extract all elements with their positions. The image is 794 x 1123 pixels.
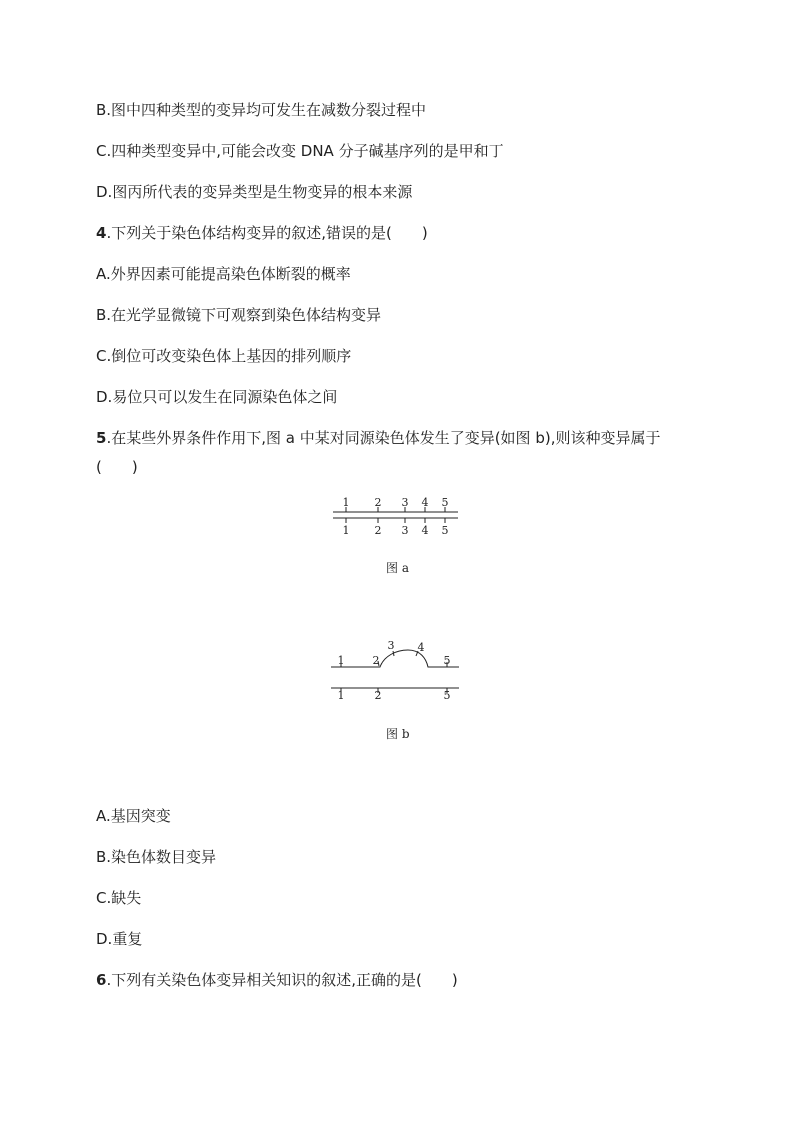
q3-option-c: C.四种类型变异中,可能会改变 DNA 分子碱基序列的是甲和丁: [96, 142, 504, 160]
figure-a-top-label: 5: [441, 496, 449, 509]
figure-b-bottom-label: 1: [337, 689, 345, 702]
q6-number: 6: [96, 971, 107, 989]
q4-option-c: C.倒位可改变染色体上基因的排列顺序: [96, 347, 352, 365]
q4-stem-text: .下列关于染色体结构变异的叙述,错误的是( ): [106, 224, 428, 242]
q3-option-d: D.图丙所代表的变异类型是生物变异的根本来源: [96, 183, 413, 201]
figure-a-top-label: 1: [342, 496, 350, 509]
figure-a-bottom-ticks: [346, 518, 445, 523]
q4-stem: [96, 223, 428, 243]
q5-stem-text: .在某些外界条件作用下,图 a 中某对同源染色体发生了变异(如图 b),则该种变异属于: [106, 429, 661, 447]
figure-b-bottom-label: 5: [443, 689, 451, 702]
q5-stem: [96, 428, 660, 448]
figure-b-bottom-label: 2: [374, 689, 382, 702]
q5-option-a: A.基因突变: [96, 807, 171, 825]
q5-stem-continuation: ( ): [96, 458, 138, 476]
q5-option-c: C.缺失: [96, 889, 142, 907]
figure-a-bottom-label: 4: [421, 524, 429, 537]
q4-option-d: D.易位只可以发生在同源染色体之间: [96, 388, 338, 406]
q5-option-b: B.染色体数目变异: [96, 848, 217, 866]
q6-stem: [96, 970, 458, 990]
figure-a-top-label: 4: [421, 496, 429, 509]
figure-a-bottom-label: 1: [342, 524, 350, 537]
figure-b-top-label: 4: [417, 641, 425, 654]
figure-b-top-label: 3: [387, 639, 395, 652]
figure-a-top-label: 2: [374, 496, 382, 509]
figure-a-caption: 图 a: [386, 561, 409, 575]
figure-a-diagram: [330, 492, 462, 540]
figure-b-top-chromosome-loop: [331, 650, 459, 667]
q3-option-b: B.图中四种类型的变异均可发生在减数分裂过程中: [96, 101, 427, 119]
q4-number: 4: [96, 224, 107, 242]
figure-b-top-label: 2: [372, 654, 380, 667]
figure-b-top-label: 5: [443, 654, 451, 667]
figure-b-bottom-ticks: [341, 688, 447, 693]
figure-a-bottom-label: 3: [401, 524, 409, 537]
figure-a-top-ticks: [346, 507, 445, 512]
q6-stem-text: .下列有关染色体变异相关知识的叙述,正确的是( ): [106, 971, 458, 989]
q4-option-a: A.外界因素可能提高染色体断裂的概率: [96, 265, 351, 283]
figure-b-top-ticks: [341, 651, 447, 667]
figure-b-top-label: 1: [337, 654, 345, 667]
figure-b-diagram: [328, 636, 464, 704]
q4-option-b: B.在光学显微镜下可观察到染色体结构变异: [96, 306, 382, 324]
figure-a-bottom-label: 2: [374, 524, 382, 537]
figure-b-caption: 图 b: [386, 727, 410, 741]
figure-a-bottom-label: 5: [441, 524, 449, 537]
figure-a-top-label: 3: [401, 496, 409, 509]
q5-number: 5: [96, 429, 107, 447]
q5-option-d: D.重复: [96, 930, 143, 948]
